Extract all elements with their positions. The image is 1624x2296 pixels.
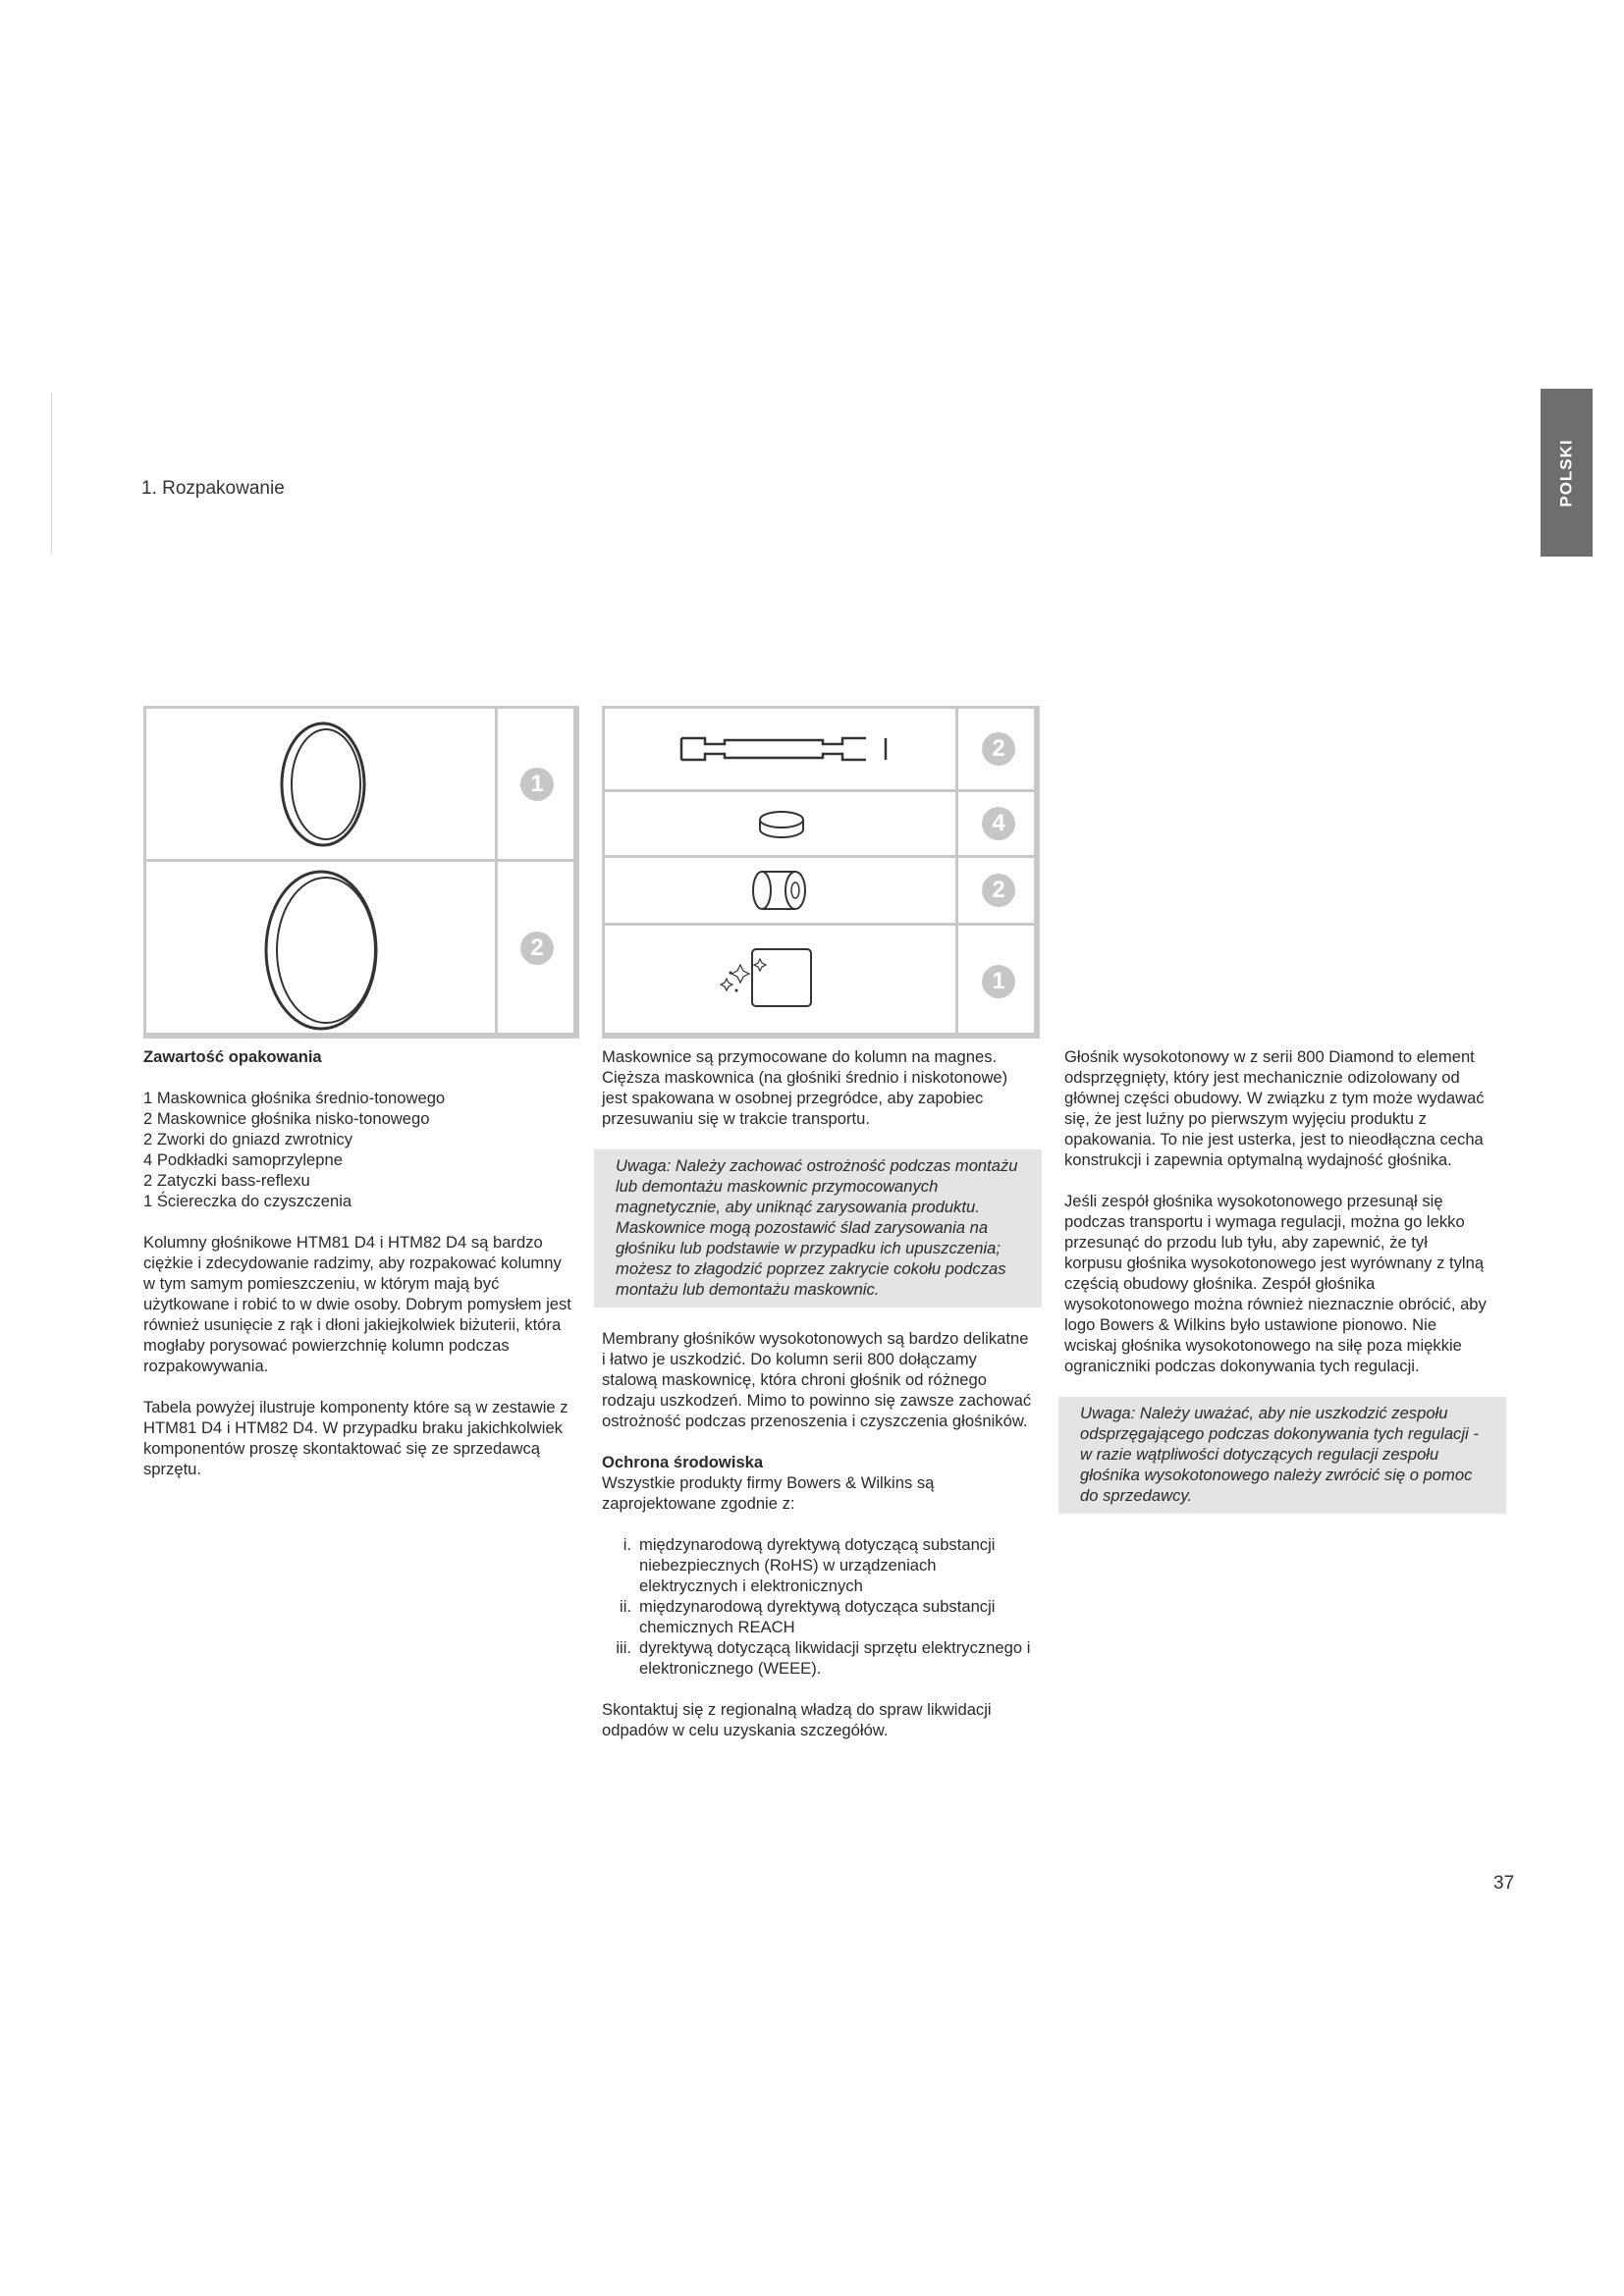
paragraph: Skontaktuj się z regionalną władzą do spraw likwidacji odpadów w celu uzyskania szczegółów. bbox=[602, 1700, 992, 1739]
midrange-grille-icon bbox=[146, 709, 495, 859]
list-item: 2 Zatyczki bass-reflexu bbox=[143, 1171, 310, 1190]
environment-heading: Ochrona środowiska bbox=[602, 1453, 764, 1471]
figure-cell-count-1 bbox=[495, 706, 579, 862]
paragraph: Jeśli zespół głośnika wysokotonowego przesunął się podczas transportu i wymaga regulacji, można go lekko przesunąć do przodu lub tyłu, aby zapewnić, że tył korpusu głośnika wysokotonowego jest wyrównany z tylną częścią obudowy głośnika. Zespół głośnika wysokotonowego można również nieznacznie obrócić, aby logo Bowers & Wilkins było ustawione pionowo. Nie wciskaj głośnika wysokotonowego na siłę poza miękkie ograniczniki podczas dokonywania tych regulacji. bbox=[1064, 1192, 1487, 1375]
figure-cell-count-pad bbox=[955, 789, 1040, 858]
list-item: 2 Maskownice głośnika nisko-tonowego bbox=[143, 1109, 430, 1128]
list-item bbox=[602, 1596, 1034, 1637]
count-badge: 1 bbox=[520, 768, 554, 801]
list-number: iii. bbox=[616, 1638, 631, 1657]
list-text: międzynarodową dyrektywą dotycząca substancji chemicznych REACH bbox=[639, 1597, 996, 1636]
figure-cell-bass-reflex-plug bbox=[602, 855, 958, 926]
list-number: ii. bbox=[620, 1597, 631, 1616]
adhesive-pad-icon bbox=[605, 792, 955, 855]
column-3 bbox=[1064, 1046, 1489, 1534]
count-badge: 2 bbox=[982, 874, 1015, 907]
figure-cell-count-2 bbox=[495, 859, 579, 1039]
paragraph: Maskownice są przymocowane do kolumn na magnes. Cięższa maskownica (na głośniki średnio i niskotonowe) jest spakowana w osobnej przegródce, aby zapobiec przesuwaniu się w trakcie transportu. bbox=[602, 1047, 1008, 1128]
margin-rule bbox=[51, 393, 52, 555]
contents-heading: Zawartość opakowania bbox=[143, 1047, 322, 1066]
list-item: 2 Zworki do gniazd zwrotnicy bbox=[143, 1130, 353, 1148]
figure-cell-count-jumper bbox=[955, 706, 1040, 792]
list-item: 1 Maskownica głośnika średnio-tonowego bbox=[143, 1089, 446, 1107]
column-2 bbox=[602, 1046, 1034, 1761]
language-tab-label: POLSKI bbox=[1556, 438, 1576, 507]
bass-reflex-plug-icon bbox=[605, 858, 955, 923]
column-1 bbox=[143, 1046, 575, 1500]
list-item: 1 Ściereczka do czyszczenia bbox=[143, 1192, 352, 1210]
list-number: i. bbox=[623, 1535, 631, 1554]
figure-cell-count-plug bbox=[955, 855, 1040, 926]
count-badge: 4 bbox=[982, 807, 1015, 840]
section-title: 1. Rozpakowanie bbox=[141, 478, 285, 499]
figure-cell-count-cloth bbox=[955, 923, 1040, 1039]
list-text: dyrektywą dotyczącą likwidacji sprzętu elektrycznego i elektronicznego (WEEE). bbox=[639, 1638, 1031, 1678]
paragraph: Głośnik wysokotonowy w z serii 800 Diamond to element odsprzęgnięty, który jest mechanicznie odizolowany od głównej części obudowy. W związku z tym może wydawać się, że jest luźny po pierwszym wyjęciu produktu z opakowania. To nie jest usterka, jest to nieodłączna cecha konstrukcji i zapewnia optymalną wydajność głośnika. bbox=[1064, 1047, 1485, 1169]
list-item bbox=[602, 1637, 1034, 1679]
count-badge: 2 bbox=[520, 932, 554, 965]
paragraph: Tabela powyżej ilustruje komponenty które są w zestawie z HTM81 D4 i HTM82 D4. W przypadku braku jakichkolwiek komponentów proszę skontaktować się ze sprzedawcą sprzętu. bbox=[143, 1398, 568, 1478]
list-item: 4 Podkładki samoprzylepne bbox=[143, 1150, 343, 1169]
figure-cell-midrange-grille bbox=[143, 706, 498, 862]
language-tab bbox=[1541, 389, 1593, 557]
page-number: 37 bbox=[1493, 1873, 1515, 1894]
paragraph: Wszystkie produkty firmy Bowers & Wilkins są zaprojektowane zgodnie z: bbox=[602, 1473, 935, 1513]
directives-list bbox=[602, 1534, 1034, 1679]
paragraph: Membrany głośników wysokotonowych są bardzo delikatne i łatwo je uszkodzić. Do kolumn serii 800 dołączamy stalową maskownicę, która chroni głośnik od różnego rodzaju uszkodzeń. Mimo to powinno się zawsze zachować ostrożność podczas przenoszenia i czyszczenia głośników. bbox=[602, 1329, 1032, 1430]
count-badge: 2 bbox=[982, 732, 1015, 766]
contents-list bbox=[143, 1088, 575, 1211]
paragraph: Kolumny głośnikowe HTM81 D4 i HTM82 D4 są bardzo ciężkie i zdecydowanie radzimy, aby rozpakować kolumny w tym samym pomieszczeniu, w którym mają być użytkowane i robić to w dwie osoby. Dobrym pomysłem jest również usunięcie z rąk i dłoni jakiejkolwiek biżuterii, która mogłaby porysować powierzchnię kolumn podczas rozpakowywania. bbox=[143, 1233, 571, 1375]
cleaning-cloth-icon bbox=[605, 926, 955, 1036]
note-box: Uwaga: Należy zachować ostrożność podczas montażu lub demontażu maskownic przymocowanych magnetycznie, aby uniknąć zarysowania produktu. Maskownice mogą pozostawić ślad zarysowania na głośniku lub podstawie w przypadku ich upuszczenia; możesz to złagodzić poprzez zakrycie cokołu podczas montażu lub demontażu maskownic. bbox=[594, 1149, 1042, 1308]
bass-grille-icon bbox=[146, 862, 495, 1036]
figure-cell-bass-grille bbox=[143, 859, 498, 1039]
list-text: międzynarodową dyrektywą dotyczącą substancji niebezpiecznych (RoHS) w urządzeniach elektrycznych i elektronicznych bbox=[639, 1535, 996, 1595]
figure-cell-cleaning-cloth bbox=[602, 923, 958, 1039]
note-box: Uwaga: Należy uważać, aby nie uszkodzić zespołu odsprzęgającego podczas dokonywania tych regulacji - w razie wątpliwości dotyczących regulacji zespołu głośnika wysokotonowego należy zwrócić się o pomoc do sprzedawcy. bbox=[1058, 1397, 1506, 1514]
count-badge: 1 bbox=[982, 965, 1015, 998]
contents-figure-right bbox=[602, 706, 1037, 1036]
contents-figure-left bbox=[143, 706, 576, 1036]
jumper-icon bbox=[605, 709, 955, 789]
figure-cell-jumper bbox=[602, 706, 958, 792]
list-item bbox=[602, 1534, 1034, 1596]
figure-cell-adhesive-pad bbox=[602, 789, 958, 858]
